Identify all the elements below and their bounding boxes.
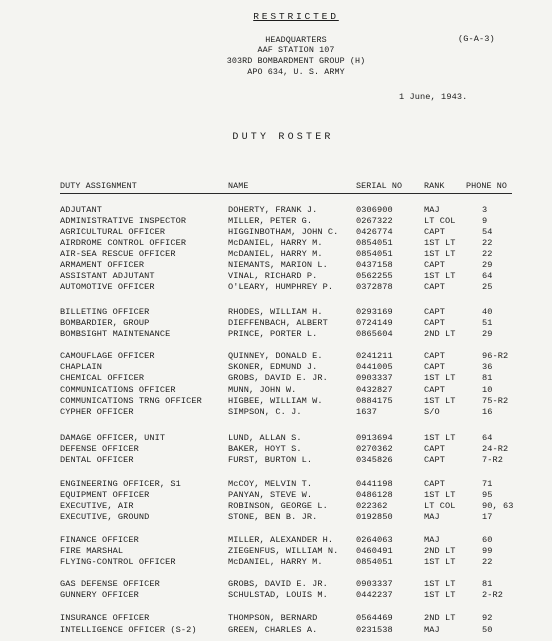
cell-duty: FIRE MARSHAL: [60, 546, 124, 556]
cell-rank: LT COL: [424, 501, 456, 511]
cell-phone: 51: [482, 318, 493, 328]
cell-serial: 0270362: [356, 444, 393, 454]
cell-name: DIEFFENBACH, ALBERT: [228, 318, 328, 328]
cell-phone: 54: [482, 227, 493, 237]
cell-phone: 50: [482, 625, 493, 635]
cell-duty: INSURANCE OFFICER: [60, 613, 150, 623]
cell-rank: CAPT: [424, 479, 446, 489]
cell-name: FURST, BURTON L.: [228, 455, 313, 465]
document-reference: (G-A-3): [458, 34, 495, 44]
restricted-marking: RESTRICTED: [253, 11, 339, 22]
cell-phone: 29: [482, 260, 493, 270]
cell-name: NIEMANTS, MARION L.: [228, 260, 328, 270]
table-row: [0, 480, 552, 490]
cell-rank: 1ST LT: [424, 238, 456, 248]
cell-duty: EXECUTIVE, AIR: [60, 501, 134, 511]
cell-serial: 0486128: [356, 490, 393, 500]
cell-serial: 0441198: [356, 479, 393, 489]
cell-rank: 1ST LT: [424, 557, 456, 567]
cell-name: THOMPSON, BERNARD: [228, 613, 318, 623]
cell-duty: FLYING-CONTROL OFFICER: [60, 557, 176, 567]
table-row: [0, 536, 552, 546]
cell-name: MILLER, PETER G.: [228, 216, 313, 226]
cell-duty: BOMBSIGHT MAINTENANCE: [60, 329, 171, 339]
cell-phone: 81: [482, 579, 493, 589]
cell-rank: 2ND LT: [424, 546, 456, 556]
cell-serial: 0442237: [356, 590, 393, 600]
cell-phone: 40: [482, 307, 493, 317]
cell-duty: EXECUTIVE, GROUND: [60, 512, 150, 522]
cell-rank: CAPT: [424, 307, 446, 317]
cell-phone: 24-R2: [482, 444, 509, 454]
cell-name: STONE, BEN B. JR.: [228, 512, 318, 522]
cell-duty: BOMBARDIER, GROUP: [60, 318, 150, 328]
table-row: [0, 626, 552, 636]
cell-duty: ARMAMENT OFFICER: [60, 260, 145, 270]
cell-serial: 0432827: [356, 385, 393, 395]
cell-phone: 90, 63: [482, 501, 514, 511]
table-row: [0, 502, 552, 512]
cell-name: O'LEARY, HUMPHREY P.: [228, 282, 334, 292]
cell-serial: 0231538: [356, 625, 393, 635]
cell-phone: 92: [482, 613, 493, 623]
cell-name: RHODES, WILLIAM H.: [228, 307, 323, 317]
cell-serial: 0306900: [356, 205, 393, 215]
cell-name: SKONER, EDMUND J.: [228, 362, 318, 372]
cell-duty: EQUIPMENT OFFICER: [60, 490, 150, 500]
cell-duty: FINANCE OFFICER: [60, 535, 139, 545]
cell-name: QUINNEY, DONALD E.: [228, 351, 323, 361]
cell-serial: 0441005: [356, 362, 393, 372]
cell-duty: ADJUTANT: [60, 205, 103, 215]
table-row: [0, 456, 552, 466]
cell-rank: CAPT: [424, 227, 446, 237]
cell-duty: GUNNERY OFFICER: [60, 590, 139, 600]
cell-serial: 0293169: [356, 307, 393, 317]
cell-name: DOHERTY, FRANK J.: [228, 205, 318, 215]
cell-phone: 22: [482, 238, 493, 248]
cell-serial: 0884175: [356, 396, 393, 406]
page-title: DUTY ROSTER: [232, 132, 334, 143]
cell-duty: AGRICULTURAL OFFICER: [60, 227, 166, 237]
table-row: [0, 408, 552, 418]
table-row: [0, 250, 552, 260]
table-row: [0, 513, 552, 523]
cell-name: McDANIEL, HARRY M.: [228, 557, 323, 567]
cell-phone: 2-R2: [482, 590, 504, 600]
cell-rank: CAPT: [424, 351, 446, 361]
cell-duty: ASSISTANT ADJUTANT: [60, 271, 155, 281]
cell-serial: 0564469: [356, 613, 393, 623]
cell-serial: 0241211: [356, 351, 393, 361]
table-row: [0, 434, 552, 444]
cell-serial: 022362: [356, 501, 388, 511]
table-row: [0, 330, 552, 340]
cell-duty: COMMUNICATIONS TRNG OFFICER: [60, 396, 202, 406]
cell-name: SCHULSTAD, LOUIS M.: [228, 590, 328, 600]
cell-name: GROBS, DAVID E. JR.: [228, 579, 328, 589]
cell-rank: 1ST LT: [424, 249, 456, 259]
cell-serial: 0854051: [356, 249, 393, 259]
cell-phone: 64: [482, 433, 493, 443]
cell-serial: 0903337: [356, 373, 393, 383]
table-row: [0, 363, 552, 373]
cell-name: LUND, ALLAN S.: [228, 433, 302, 443]
cell-duty: BILLETING OFFICER: [60, 307, 150, 317]
document-date: 1 June, 1943.: [399, 92, 468, 102]
cell-duty: CAMOUFLAGE OFFICER: [60, 351, 155, 361]
table-row: [0, 261, 552, 271]
table-row: [0, 374, 552, 384]
cell-phone: 99: [482, 546, 493, 556]
cell-serial: 0372878: [356, 282, 393, 292]
cell-serial: 0854051: [356, 238, 393, 248]
cell-duty: ADMINISTRATIVE INSPECTOR: [60, 216, 187, 226]
cell-serial: 0903337: [356, 579, 393, 589]
table-row: [0, 397, 552, 407]
table-row: [0, 272, 552, 282]
cell-name: GREEN, CHARLES A.: [228, 625, 318, 635]
cell-serial: 0562255: [356, 271, 393, 281]
cell-phone: 17: [482, 512, 493, 522]
cell-rank: 1ST LT: [424, 271, 456, 281]
cell-phone: 3: [482, 205, 488, 215]
cell-rank: CAPT: [424, 444, 446, 454]
cell-serial: 0913694: [356, 433, 393, 443]
cell-serial: 0724149: [356, 318, 393, 328]
column-header-duty: DUTY ASSIGNMENT: [60, 181, 137, 191]
cell-name: BAKER, HOYT S.: [228, 444, 302, 454]
column-header-phone: PHONE NO: [466, 181, 508, 191]
table-row: [0, 206, 552, 216]
cell-name: PRINCE, PORTER L.: [228, 329, 318, 339]
cell-name: McDANIEL, HARRY M.: [228, 238, 323, 248]
cell-duty: CHEMICAL OFFICER: [60, 373, 145, 383]
letterhead-line-3: 303RD BOMBARDMENT GROUP (H): [226, 56, 366, 66]
table-row: [0, 614, 552, 624]
cell-phone: 25: [482, 282, 493, 292]
table-row: [0, 491, 552, 501]
cell-rank: MAJ: [424, 512, 440, 522]
column-header-serial: SERIAL NO: [356, 181, 403, 191]
cell-rank: 1ST LT: [424, 590, 456, 600]
cell-phone: 10: [482, 385, 493, 395]
cell-rank: 1ST LT: [424, 433, 456, 443]
cell-rank: 1ST LT: [424, 579, 456, 589]
table-row: [0, 558, 552, 568]
cell-name: HIGGINBOTHAM, JOHN C.: [228, 227, 339, 237]
header-rule: [60, 193, 512, 194]
column-header-rank: RANK: [424, 181, 445, 191]
cell-phone: 9: [482, 216, 488, 226]
letterhead-line-1: HEADQUARTERS: [265, 35, 327, 45]
cell-duty: INTELLIGENCE OFFICER (S-2): [60, 625, 197, 635]
cell-rank: 1ST LT: [424, 396, 456, 406]
cell-name: MILLER, ALEXANDER H.: [228, 535, 334, 545]
cell-name: McDANIEL, HARRY M.: [228, 249, 323, 259]
cell-serial: 0437158: [356, 260, 393, 270]
cell-rank: CAPT: [424, 318, 446, 328]
cell-name: ROBINSON, GEORGE L.: [228, 501, 328, 511]
cell-duty: DEFENSE OFFICER: [60, 444, 139, 454]
cell-duty: AUTOMOTIVE OFFICER: [60, 282, 155, 292]
cell-duty: AIRDROME CONTROL OFFICER: [60, 238, 187, 248]
cell-duty: CYPHER OFFICER: [60, 407, 134, 417]
cell-rank: 1ST LT: [424, 373, 456, 383]
cell-rank: 2ND LT: [424, 329, 456, 339]
cell-phone: 75-R2: [482, 396, 509, 406]
cell-serial: 1637: [356, 407, 378, 417]
cell-name: ZIEGENFUS, WILLIAM N.: [228, 546, 339, 556]
cell-serial: 0345826: [356, 455, 393, 465]
cell-serial: 0865604: [356, 329, 393, 339]
table-row: [0, 591, 552, 601]
cell-rank: MAJ: [424, 535, 440, 545]
cell-duty: CHAPLAIN: [60, 362, 103, 372]
cell-rank: S/O: [424, 407, 440, 417]
letterhead-line-2: AAF STATION 107: [257, 45, 335, 55]
cell-serial: 0460491: [356, 546, 393, 556]
cell-phone: 36: [482, 362, 493, 372]
cell-duty: DAMAGE OFFICER, UNIT: [60, 433, 166, 443]
cell-phone: 60: [482, 535, 493, 545]
table-row: [0, 352, 552, 362]
cell-name: MUNN, JOHN W.: [228, 385, 297, 395]
cell-serial: 0267322: [356, 216, 393, 226]
cell-phone: 95: [482, 490, 493, 500]
cell-serial: 0264063: [356, 535, 393, 545]
cell-duty: GAS DEFENSE OFFICER: [60, 579, 160, 589]
table-row: [0, 547, 552, 557]
cell-phone: 16: [482, 407, 493, 417]
cell-rank: 1ST LT: [424, 490, 456, 500]
cell-phone: 96-R2: [482, 351, 509, 361]
cell-rank: CAPT: [424, 455, 446, 465]
cell-rank: LT COL: [424, 216, 456, 226]
cell-phone: 29: [482, 329, 493, 339]
table-row: [0, 228, 552, 238]
table-row: [0, 386, 552, 396]
cell-rank: MAJ: [424, 625, 440, 635]
table-row: [0, 217, 552, 227]
table-row: [0, 445, 552, 455]
letterhead-line-4: APO 634, U. S. ARMY: [247, 67, 345, 77]
table-row: [0, 319, 552, 329]
cell-duty: ENGINEERING OFFICER, S1: [60, 479, 181, 489]
table-row: [0, 580, 552, 590]
table-row: [0, 283, 552, 293]
cell-serial: 0854051: [356, 557, 393, 567]
cell-name: SIMPSON, C. J.: [228, 407, 302, 417]
cell-rank: CAPT: [424, 260, 446, 270]
cell-duty: DENTAL OFFICER: [60, 455, 134, 465]
cell-duty: COMMUNICATIONS OFFICER: [60, 385, 176, 395]
cell-name: McCOY, MELVIN T.: [228, 479, 313, 489]
cell-phone: 64: [482, 271, 493, 281]
cell-rank: CAPT: [424, 362, 446, 372]
cell-name: VINAL, RICHARD P.: [228, 271, 318, 281]
cell-phone: 71: [482, 479, 493, 489]
cell-serial: 0426774: [356, 227, 393, 237]
cell-phone: 7-R2: [482, 455, 504, 465]
cell-name: PANYAN, STEVE W.: [228, 490, 313, 500]
column-header-name: NAME: [228, 181, 249, 191]
cell-rank: CAPT: [424, 282, 446, 292]
table-row: [0, 239, 552, 249]
cell-duty: AIR-SEA RESCUE OFFICER: [60, 249, 176, 259]
cell-name: GROBS, DAVID E. JR.: [228, 373, 328, 383]
cell-rank: CAPT: [424, 385, 446, 395]
cell-rank: 2ND LT: [424, 613, 456, 623]
cell-phone: 81: [482, 373, 493, 383]
cell-phone: 22: [482, 249, 493, 259]
cell-serial: 0192850: [356, 512, 393, 522]
cell-phone: 22: [482, 557, 493, 567]
table-row: [0, 308, 552, 318]
cell-name: HIGBEE, WILLIAM W.: [228, 396, 323, 406]
cell-rank: MAJ: [424, 205, 440, 215]
